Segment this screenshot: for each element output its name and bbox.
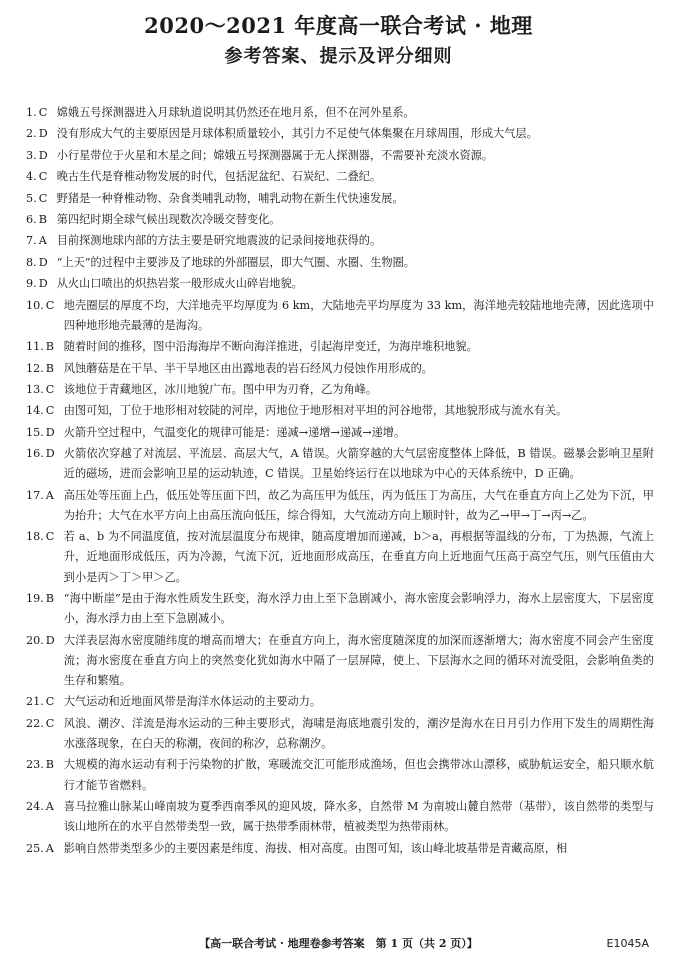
answer-number: 25.	[26, 841, 44, 855]
answer-item	[26, 189, 654, 209]
answer-choice: C	[45, 530, 55, 544]
answer-item	[26, 486, 654, 526]
answer-item	[26, 714, 654, 754]
answer-number: 15.	[26, 425, 44, 439]
answer-number: 13.	[26, 382, 44, 396]
answer-number: 18.	[26, 530, 44, 544]
answer-explanation: 火箭升空过程中，气温变化的规律可能是：递减→递增→递减→递增。	[63, 425, 406, 439]
footer-paper-code: E1045A	[606, 937, 649, 950]
answer-number: 7.	[26, 234, 37, 248]
answer-item	[26, 274, 654, 294]
answer-item	[26, 103, 654, 123]
answer-item	[26, 589, 654, 629]
answer-item	[26, 359, 654, 379]
answer-number: 11.	[26, 340, 44, 354]
answer-explanation: 小行星带位于火星和木星之间；嫦娥五号探测器属于无人探测器，不需要补充淡水资源。	[56, 148, 494, 162]
answer-number: 3.	[26, 148, 37, 162]
answer-explanation: 第四纪时期全球气候出现数次冷暖交替变化。	[56, 212, 281, 226]
answer-choice: C	[45, 382, 55, 396]
answer-number: 24.	[26, 800, 44, 814]
answer-number: 23.	[26, 758, 44, 772]
answer-explanation: 该地位于青藏地区，冰川地貌广布。图中甲为刃脊，乙为角峰。	[63, 382, 378, 396]
answer-item	[26, 167, 654, 187]
answer-choice: C	[38, 106, 48, 119]
answer-choice: A	[45, 800, 54, 814]
answer-explanation: “海中断崖”是由于海水性质发生跃变，海水浮力由上至下急剧减小，海水密度会影响浮力，海水上层密度大，下层密度小，海水浮力由上至下急剧减小。	[63, 592, 654, 626]
answer-number: 22.	[26, 716, 44, 730]
answer-choice: C	[45, 716, 55, 730]
document-title: 2020～2021 年度高一联合考试 · 地理	[144, 13, 533, 38]
answer-choice: A	[45, 841, 54, 855]
answer-explanation: 高压处等压面上凸，低压处等压面下凹，故乙为高压甲为低压，丙为低压丁为高压，大气在垂直方向上乙处为下沉，甲为抬升；大气在水平方向上由高压流向低压，综合得知，大气流动方向上顺时针，故为乙→甲→丁→丙→乙。	[63, 488, 654, 522]
answer-item	[26, 423, 654, 443]
answer-number: 4.	[26, 170, 37, 184]
answer-item	[26, 797, 654, 837]
answer-explanation: “上天”的过程中主要涉及了地球的外部圈层，即大气圈、水圈、生物圈。	[56, 255, 415, 269]
answer-choice: D	[38, 255, 48, 269]
answer-choice: C	[38, 191, 48, 205]
answer-number: 6.	[26, 212, 37, 226]
answer-number: 9.	[26, 277, 37, 291]
answer-item	[26, 253, 654, 273]
answer-item	[26, 296, 654, 336]
answer-explanation: 影响自然带类型多少的主要因素是纬度、海拔、相对高度。由图可知，该山峰北坡基带是青藏高原，相	[63, 841, 568, 855]
answer-item	[26, 692, 654, 712]
answer-item	[26, 527, 654, 588]
footer-page-info: 【高一联合考试 · 地理卷参考答案 第 1 页（共 2 页）】	[199, 937, 478, 950]
answer-explanation: 野猪是一种脊椎动物、杂食类哺乳动物，哺乳动物在新生代快速发展。	[56, 191, 404, 205]
answer-item	[26, 124, 654, 144]
answer-number: 20.	[26, 633, 44, 647]
answer-choice: C	[38, 170, 48, 184]
answer-choice: B	[45, 340, 55, 354]
answer-explanation: 火箭依次穿越了对流层、平流层、高层大气，A 错误。火箭穿越的大气层密度整体上降低，B 错误。磁暴会影响卫星附近的磁场，进而会影响卫星的运动轨迹，C 错误。卫星始终运行在以地球为中心的天体系统中，D 正确。	[63, 447, 654, 481]
answer-choice: C	[45, 404, 55, 418]
answer-explanation: 由图可知，丁位于地形相对较陡的河岸，丙地位于地形相对平坦的河谷地带，其地貌形成与流水有关。	[63, 404, 568, 418]
answer-choice: A	[45, 488, 54, 502]
answer-number: 16.	[26, 447, 44, 461]
answer-explanation: 晚古生代是脊椎动物发展的时代，包括泥盆纪、石炭纪、二叠纪。	[56, 170, 382, 184]
answer-choice: B	[45, 361, 55, 375]
answer-choice: B	[45, 592, 55, 606]
answer-choice: D	[45, 633, 55, 647]
answer-explanation: 若 a、b 为不同温度值，按对流层温度分布规律，随高度增加而递减，b＞a，再根据等温线的分布，丁为热源，气流上升，近地面形成低压，丙为冷源，气流下沉，近地面形成高压，在垂直方向上近地面气压高于高空气压，则气压值由大到小是丙＞丁＞甲＞乙。	[63, 530, 654, 584]
answer-explanation: 目前探测地球内部的方法主要是研究地震波的记录间接地获得的。	[56, 234, 382, 248]
answer-choice: C	[45, 695, 55, 709]
answer-explanation: 大规模的海水运动有利于污染物的扩散，寒暖流交汇可能形成渔场，但也会携带冰山漂移，威胁航运安全，船只顺水航行才能节省燃料。	[63, 758, 654, 792]
answer-explanation: 随着时间的推移，图中沿海海岸不断向海洋推进，引起海岸变迁，为海岸堆积地貌。	[63, 340, 478, 354]
answer-explanation: 嫦娥五号探测器进入月球轨道说明其仍然还在地月系，但不在河外星系。	[56, 106, 415, 119]
answer-number: 5.	[26, 191, 37, 205]
document-subtitle: 参考答案、提示及评分细则	[224, 46, 453, 67]
answer-number: 10.	[26, 298, 44, 312]
answer-item	[26, 444, 654, 484]
answer-explanation: 大洋表层海水密度随纬度的增高而增大；在垂直方向上，海水密度随深度的加深而逐渐增大；海水密度不同会产生密度流；海水密度在垂直方向上的突然变化犹如海水中隔了一层屏障，使上、下层海水之间的循环对流受阻，会影响鱼类的生存和繁殖。	[63, 633, 654, 688]
answer-list	[26, 103, 654, 860]
answer-item	[26, 401, 654, 421]
answer-number: 2.	[26, 127, 37, 141]
answer-explanation: 大气运动和近地面风带是海洋水体运动的主要动力。	[63, 695, 322, 709]
answer-choice: D	[45, 447, 55, 461]
answer-choice: C	[45, 298, 55, 312]
answer-item	[26, 631, 654, 692]
answer-item	[26, 755, 654, 795]
answer-explanation: 风蚀蘑菇是在干旱、半干旱地区由出露地表的岩石经风力侵蚀作用形成的。	[63, 361, 433, 375]
answer-number: 14.	[26, 404, 44, 418]
answer-choice: D	[38, 148, 48, 162]
answer-number: 1.	[26, 106, 37, 119]
answer-choice: D	[38, 127, 48, 141]
answer-choice: A	[38, 234, 47, 248]
answer-number: 8.	[26, 255, 37, 269]
answer-choice: D	[45, 425, 55, 439]
answer-choice: B	[38, 212, 47, 226]
answer-explanation: 地壳圈层的厚度不均，大洋地壳平均厚度为 6 km，大陆地壳平均厚度为 33 km，海洋地壳较陆地地壳薄，因此选项中四种地形地壳最薄的是海沟。	[63, 298, 654, 332]
answer-item	[26, 337, 654, 357]
answer-item	[26, 210, 654, 230]
answer-choice: B	[45, 758, 55, 772]
answer-number: 17.	[26, 488, 44, 502]
answer-explanation: 从火山口喷出的炽热岩浆一般形成火山碎岩地貌。	[56, 277, 303, 291]
answer-number: 21.	[26, 695, 44, 709]
answer-item	[26, 380, 654, 400]
answer-item	[26, 146, 654, 166]
answer-choice: D	[38, 277, 48, 291]
answer-explanation: 没有形成大气的主要原因是月球体积质量较小，其引力不足使气体集聚在月球周围，形成大气层。	[56, 127, 538, 141]
answer-number: 19.	[26, 592, 44, 606]
answer-number: 12.	[26, 361, 44, 375]
answer-item	[26, 839, 654, 859]
answer-explanation: 喜马拉雅山脉某山峰南坡为夏季西南季风的迎风坡，降水多，自然带 M 为南坡山麓自然带（基带），该自然带的类型与该山地所在的水平自然带类型一致，属于热带季雨林带，植被类型为热带雨林。	[63, 800, 654, 834]
answer-item	[26, 231, 654, 251]
answer-explanation: 风浪、潮汐、洋流是海水运动的三种主要形式，海啸是海底地震引发的，潮汐是海水在日月引力作用下发生的周期性海水涨落现象，在白天的称潮，夜间的称汐，总称潮汐。	[63, 716, 654, 751]
